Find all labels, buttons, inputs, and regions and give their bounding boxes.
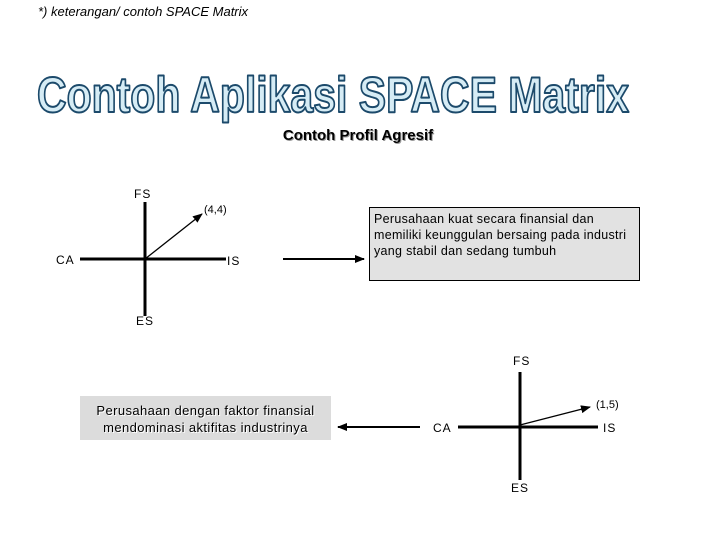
space-diagram-top bbox=[56, 187, 240, 328]
es-label: ES bbox=[511, 481, 530, 495]
point-label: (4,4) bbox=[204, 204, 227, 216]
ca-label: CA bbox=[433, 421, 452, 435]
fs-label: FS bbox=[134, 187, 152, 201]
is-label: IS bbox=[603, 421, 617, 435]
description-box-top: Perusahaan kuat secara finansial dan memiliki keunggulan bersaing pada industri yang stabil dan sedang tumbuh bbox=[369, 207, 640, 281]
direction-vector bbox=[520, 407, 590, 425]
footnote: *) keterangan/ contoh SPACE Matrix bbox=[38, 4, 249, 19]
ca-label: CA bbox=[56, 253, 75, 267]
subtitle: Contoh Profil Agresif bbox=[282, 127, 434, 144]
point-label: (1,5) bbox=[596, 399, 619, 411]
direction-vector bbox=[145, 214, 202, 259]
es-label: ES bbox=[136, 314, 155, 328]
is-label: IS bbox=[227, 254, 241, 268]
fs-label: FS bbox=[513, 354, 531, 368]
space-diagram-bottom bbox=[433, 354, 619, 495]
description-box-bottom: Perusahaan dengan faktor finansial mendominasi aktifitas industrinya bbox=[80, 396, 331, 440]
main-title: Contoh Aplikasi SPACE Matrix bbox=[37, 67, 630, 123]
